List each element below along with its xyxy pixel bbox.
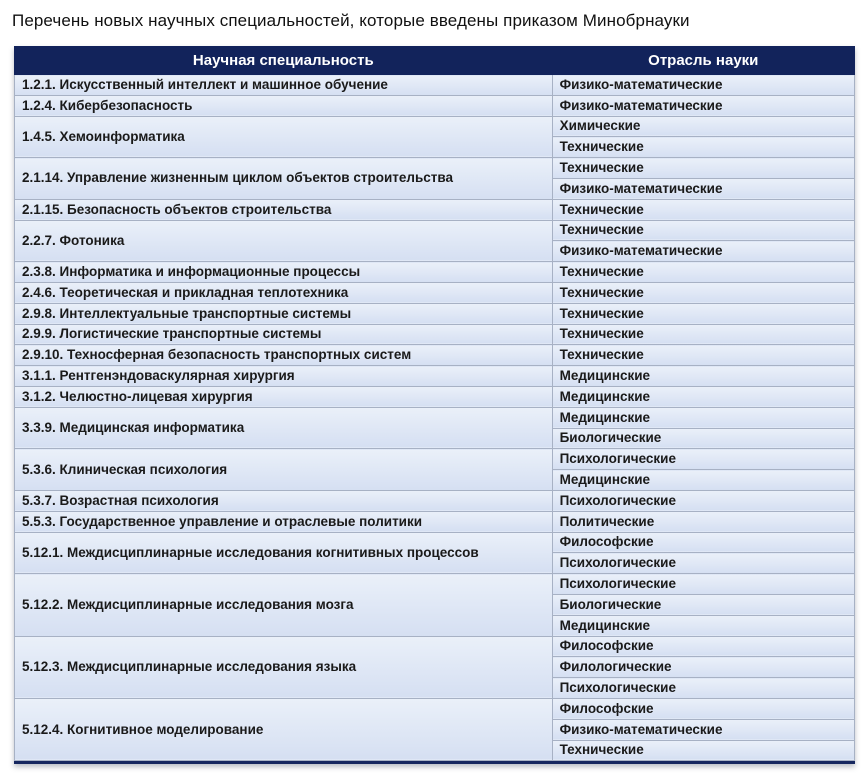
specialty-cell: 2.1.14. Управление жизненным циклом объектов строительства <box>15 158 553 200</box>
specialty-cell: 1.4.5. Хемоинформатика <box>15 116 553 158</box>
branch-cell: Технические <box>552 740 854 761</box>
specialty-cell: 5.12.2. Междисциплинарные исследования мозга <box>15 574 553 636</box>
specialties-table <box>14 46 855 761</box>
table-row <box>15 490 855 511</box>
specialty-cell: 2.9.10. Техносферная безопасность транспортных систем <box>15 345 553 366</box>
table-row <box>15 511 855 532</box>
table-row <box>15 574 855 595</box>
specialty-cell: 5.3.7. Возрастная психология <box>15 490 553 511</box>
specialties-table-wrapper <box>14 46 855 764</box>
column-header-specialty: Научная специальность <box>15 47 553 75</box>
table-row <box>15 407 855 428</box>
branch-cell: Медицинские <box>552 407 854 428</box>
table-row <box>15 303 855 324</box>
branch-cell: Философские <box>552 532 854 553</box>
branch-cell: Медицинские <box>552 470 854 491</box>
branch-cell: Философские <box>552 698 854 719</box>
specialty-cell: 2.1.15. Безопасность объектов строительства <box>15 199 553 220</box>
specialty-cell: 1.2.1. Искусственный интеллект и машинное обучение <box>15 75 553 96</box>
specialty-cell: 5.12.3. Междисциплинарные исследования языка <box>15 636 553 698</box>
table-row <box>15 282 855 303</box>
branch-cell: Психологические <box>552 490 854 511</box>
specialty-cell: 5.3.6. Клиническая психология <box>15 449 553 491</box>
table-row <box>15 449 855 470</box>
branch-cell: Химические <box>552 116 854 137</box>
branch-cell: Политические <box>552 511 854 532</box>
branch-cell: Психологические <box>552 553 854 574</box>
table-row <box>15 199 855 220</box>
branch-cell: Биологические <box>552 594 854 615</box>
branch-cell: Физико-математические <box>552 178 854 199</box>
specialty-cell: 2.2.7. Фотоника <box>15 220 553 262</box>
branch-cell: Психологические <box>552 678 854 699</box>
specialty-cell: 5.12.4. Когнитивное моделирование <box>15 698 553 760</box>
branch-cell: Физико-математические <box>552 95 854 116</box>
specialty-cell: 1.2.4. Кибербезопасность <box>15 95 553 116</box>
branch-cell: Медицинские <box>552 386 854 407</box>
header-row <box>15 47 855 75</box>
specialty-cell: 2.9.8. Интеллектуальные транспортные системы <box>15 303 553 324</box>
table-row <box>15 636 855 657</box>
specialty-cell: 5.5.3. Государственное управление и отраслевые политики <box>15 511 553 532</box>
table-row <box>15 324 855 345</box>
table-row <box>15 698 855 719</box>
branch-cell: Медицинские <box>552 366 854 387</box>
branch-cell: Технические <box>552 158 854 179</box>
page-title: Перечень новых научных специальностей, которые введены приказом Минобрнауки <box>12 11 690 30</box>
column-header-branch: Отрасль науки <box>552 47 854 75</box>
branch-cell: Психологические <box>552 449 854 470</box>
table-row <box>15 532 855 553</box>
specialty-cell: 2.9.9. Логистические транспортные системы <box>15 324 553 345</box>
branch-cell: Психологические <box>552 574 854 595</box>
branch-cell: Биологические <box>552 428 854 449</box>
specialty-cell: 2.4.6. Теоретическая и прикладная теплотехника <box>15 282 553 303</box>
table-row <box>15 75 855 96</box>
specialty-cell: 5.12.1. Междисциплинарные исследования когнитивных процессов <box>15 532 553 574</box>
table-body <box>15 75 855 761</box>
table-header <box>15 47 855 75</box>
specialty-cell: 3.1.2. Челюстно-лицевая хирургия <box>15 386 553 407</box>
branch-cell: Физико-математические <box>552 719 854 740</box>
branch-cell: Технические <box>552 262 854 283</box>
specialty-cell: 3.1.1. Рентгенэндоваскулярная хирургия <box>15 366 553 387</box>
table-row <box>15 262 855 283</box>
table-row <box>15 366 855 387</box>
branch-cell: Технические <box>552 282 854 303</box>
branch-cell: Физико-математические <box>552 75 854 96</box>
branch-cell: Технические <box>552 220 854 241</box>
table-row <box>15 116 855 137</box>
branch-cell: Технические <box>552 345 854 366</box>
branch-cell: Философские <box>552 636 854 657</box>
branch-cell: Филологические <box>552 657 854 678</box>
branch-cell: Медицинские <box>552 615 854 636</box>
table-row <box>15 95 855 116</box>
specialty-cell: 2.3.8. Информатика и информационные процессы <box>15 262 553 283</box>
table-row <box>15 345 855 366</box>
branch-cell: Физико-математические <box>552 241 854 262</box>
branch-cell: Технические <box>552 324 854 345</box>
branch-cell: Технические <box>552 199 854 220</box>
branch-cell: Технические <box>552 137 854 158</box>
branch-cell: Технические <box>552 303 854 324</box>
table-row <box>15 220 855 241</box>
table-row <box>15 386 855 407</box>
table-row <box>15 158 855 179</box>
specialty-cell: 3.3.9. Медицинская информатика <box>15 407 553 449</box>
